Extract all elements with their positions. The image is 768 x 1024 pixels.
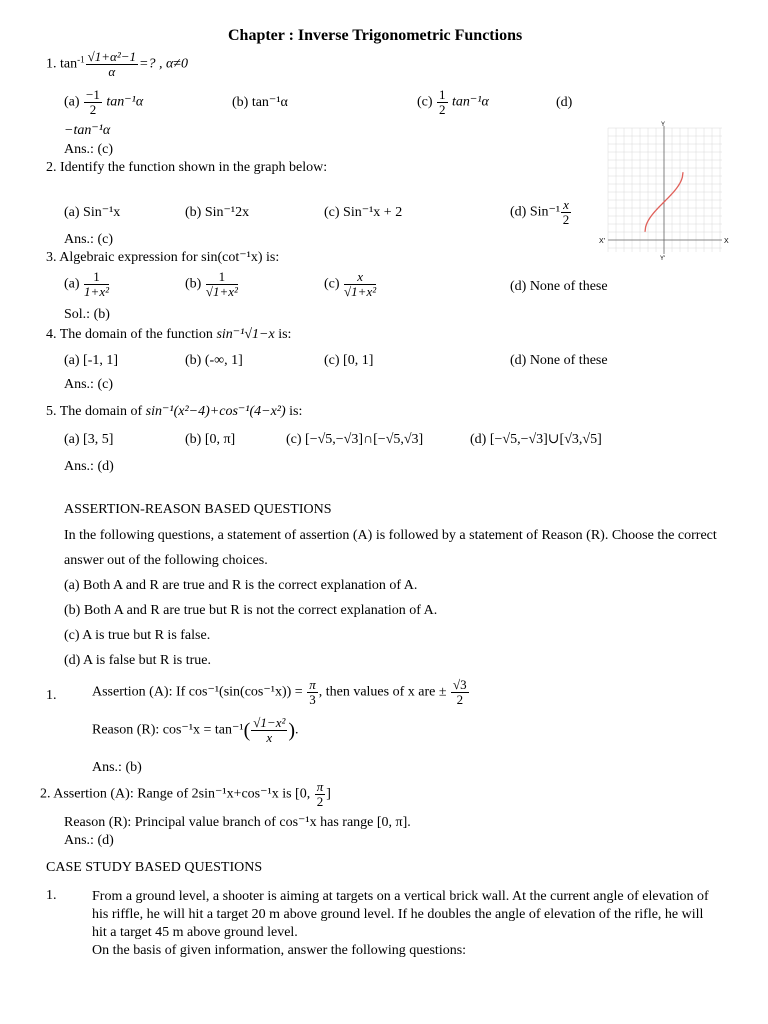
question-4	[46, 327, 291, 343]
case-study-followup: On the basis of given information, answer the following questions:	[92, 943, 467, 958]
q3-b-fraction	[206, 270, 238, 298]
q5-option-a: (a) [3, 5]	[64, 432, 114, 447]
right-paren: )	[288, 719, 296, 742]
question-text: Algebraic expression for sin(cot⁻¹x) is:	[59, 250, 280, 265]
assertion-text-end: , then values of x are ±	[318, 684, 447, 700]
ar-q1-assertion	[92, 678, 470, 706]
option-text: tan⁻¹α	[452, 94, 489, 110]
q1-option-c	[417, 88, 489, 116]
ar-q1-reason	[92, 716, 299, 744]
q3-option-b	[185, 270, 239, 298]
assertion-reason-intro: In the following questions, a statement of assertion (A) is followed by a statement of Reason (R). Choose the correct answer out of the following choices.	[64, 528, 717, 568]
q2-option-d	[510, 198, 572, 226]
q2-option-a: (a) Sin⁻¹x	[64, 205, 121, 220]
numerator: √3	[453, 677, 467, 692]
q5-option-d: (d) [−√5,−√3]∪[√3,√5]	[470, 432, 602, 447]
case-study-text: From a ground level, a shooter is aiming at targets on a vertical brick wall. At the current angle of elevation of his riffle, he will hit a target 20 m above ground level. If he doubles the angle of elevation of the rifle, he will hit a target 45 m above ground level.	[92, 889, 709, 940]
question-text: The domain of the function	[59, 327, 213, 342]
numerator: x	[563, 197, 569, 212]
numerator: π	[309, 677, 316, 692]
ar-choice-b: (b) Both A and R are true but R is not the correct explanation of A.	[64, 603, 438, 618]
case-study-heading: CASE STUDY BASED QUESTIONS	[46, 860, 263, 875]
assertion-fraction	[315, 780, 326, 808]
question-expression: sin⁻¹(x²−4)+cos⁻¹(4−x²)	[145, 404, 286, 419]
q4-answer: Ans.: (c)	[64, 377, 113, 392]
q3-answer: Sol.: (b)	[64, 307, 110, 322]
q1-prefix: tan	[60, 56, 78, 72]
q4-option-a: (a) [-1, 1]	[64, 353, 119, 368]
case-study-number: 1.	[46, 888, 57, 903]
denominator: 3	[309, 691, 316, 707]
option-label: (d) Sin⁻¹	[510, 204, 561, 220]
numerator: 1	[206, 270, 238, 285]
denominator: 2	[456, 691, 464, 707]
q2-option-c: (c) Sin⁻¹x + 2	[324, 205, 403, 220]
question-text-end: is:	[289, 404, 303, 419]
denominator: √1+x²	[344, 283, 377, 299]
numerator: √1−x²	[253, 715, 286, 730]
numerator: π	[316, 779, 324, 794]
q1-option-d-continued: −tan⁻¹α	[64, 123, 111, 138]
option-label: (a)	[64, 94, 80, 110]
q1-exp: -1	[77, 54, 85, 65]
denominator: 2	[316, 793, 324, 809]
question-expression: sin⁻¹√1−x	[216, 327, 275, 342]
numerator: x	[344, 270, 376, 285]
assertion-fraction	[307, 678, 318, 706]
option-label: (c)	[324, 276, 340, 292]
q3-option-a	[64, 270, 110, 298]
reason-text-end: .	[295, 722, 299, 738]
option-text: tan⁻¹α	[106, 94, 144, 110]
reason-fraction	[251, 716, 287, 744]
ar-q2-answer: Ans.: (d)	[64, 833, 114, 848]
q3-option-d: (d) None of these	[510, 279, 608, 294]
question-number: 4.	[46, 327, 57, 342]
assertion-value	[451, 678, 469, 706]
graph-grid	[608, 128, 722, 252]
question-5	[46, 404, 302, 420]
y-neg-label: Y'	[660, 256, 666, 260]
question-text: Identify the function shown in the graph below:	[60, 160, 328, 175]
q2-d-fraction	[561, 198, 571, 226]
q1-option-a	[64, 88, 143, 116]
ar-choice-a: (a) Both A and R are true and R is the correct explanation of A.	[64, 578, 418, 593]
denominator: x	[266, 729, 273, 745]
question-number: 5.	[46, 404, 57, 419]
q5-option-b: (b) [0, π]	[185, 432, 236, 447]
q4-option-c: (c) [0, 1]	[324, 353, 374, 368]
q1-option-d: (d)	[556, 95, 573, 110]
question-1	[46, 50, 188, 78]
q3-c-fraction	[344, 270, 376, 298]
q1-fraction	[86, 50, 138, 78]
ar-q1-number: 1.	[46, 688, 57, 703]
q1-suffix: =? , α≠0	[139, 56, 188, 72]
page-title: Chapter : Inverse Trigonometric Functions	[228, 27, 523, 44]
ar-choice-d: (d) A is false but R is true.	[64, 653, 211, 668]
question-3	[46, 250, 279, 266]
q1-option-b: (b) tan⁻¹α	[232, 95, 288, 110]
q3-option-c	[324, 270, 377, 298]
q2-answer: Ans.: (c)	[64, 232, 113, 247]
q3-a-fraction	[84, 270, 109, 298]
x-neg-label: X'	[599, 238, 606, 245]
ar-q2-reason: Reason (R): Principal value branch of cos⁻¹x has range [0, π].	[64, 815, 411, 830]
question-number: 2.	[40, 786, 51, 802]
q1-answer: Ans.: (c)	[64, 142, 113, 157]
ar-choice-c: (c) A is true but R is false.	[64, 628, 211, 643]
denominator: 2	[89, 101, 97, 117]
x-axis-label: X	[724, 238, 729, 245]
question-text: The domain of	[59, 404, 143, 419]
question-number: 1.	[46, 56, 57, 72]
assertion-text-end: ]	[326, 786, 331, 802]
question-number: 3.	[46, 250, 57, 265]
question-text-end: is:	[278, 327, 292, 342]
question-2	[46, 160, 327, 176]
q1-a-fraction	[84, 88, 102, 116]
assertion-reason-heading: ASSERTION-REASON BASED QUESTIONS	[64, 502, 332, 517]
option-label: (a)	[64, 276, 80, 292]
denominator: 2	[439, 101, 446, 117]
function-graph	[598, 120, 732, 260]
left-paren: (	[243, 719, 251, 742]
q2-option-b: (b) Sin⁻¹2x	[185, 205, 250, 220]
ar-q1-answer: Ans.: (b)	[92, 760, 142, 775]
assertion-text: Assertion (A): Range of 2sin⁻¹x+cos⁻¹x is [0,	[53, 786, 311, 802]
numerator: 1	[84, 270, 109, 285]
q1-denominator: α	[108, 63, 116, 79]
option-label: (b)	[185, 276, 202, 292]
denominator: √1+x²	[205, 283, 238, 299]
y-axis-label: Y	[661, 122, 666, 128]
denominator: 2	[562, 211, 570, 227]
q1-c-fraction	[437, 88, 448, 116]
denominator: 1+x²	[84, 283, 109, 299]
numerator: −1	[86, 87, 100, 102]
q1-numerator: √1+α²−1	[87, 49, 137, 64]
option-label: (c)	[417, 94, 433, 110]
q4-option-d: (d) None of these	[510, 353, 608, 368]
ar-q2-assertion	[40, 780, 331, 808]
q5-option-c: (c) [−√5,−√3]∩[−√5,√3]	[286, 432, 424, 447]
q4-option-b: (b) (-∞, 1]	[185, 353, 243, 368]
numerator: 1	[439, 87, 446, 102]
q5-answer: Ans.: (d)	[64, 459, 114, 474]
reason-text: Reason (R): cos⁻¹x = tan⁻¹	[92, 722, 244, 738]
assertion-text: Assertion (A): If cos⁻¹(sin(cos⁻¹x)) =	[92, 684, 303, 700]
question-number: 2.	[46, 160, 57, 175]
